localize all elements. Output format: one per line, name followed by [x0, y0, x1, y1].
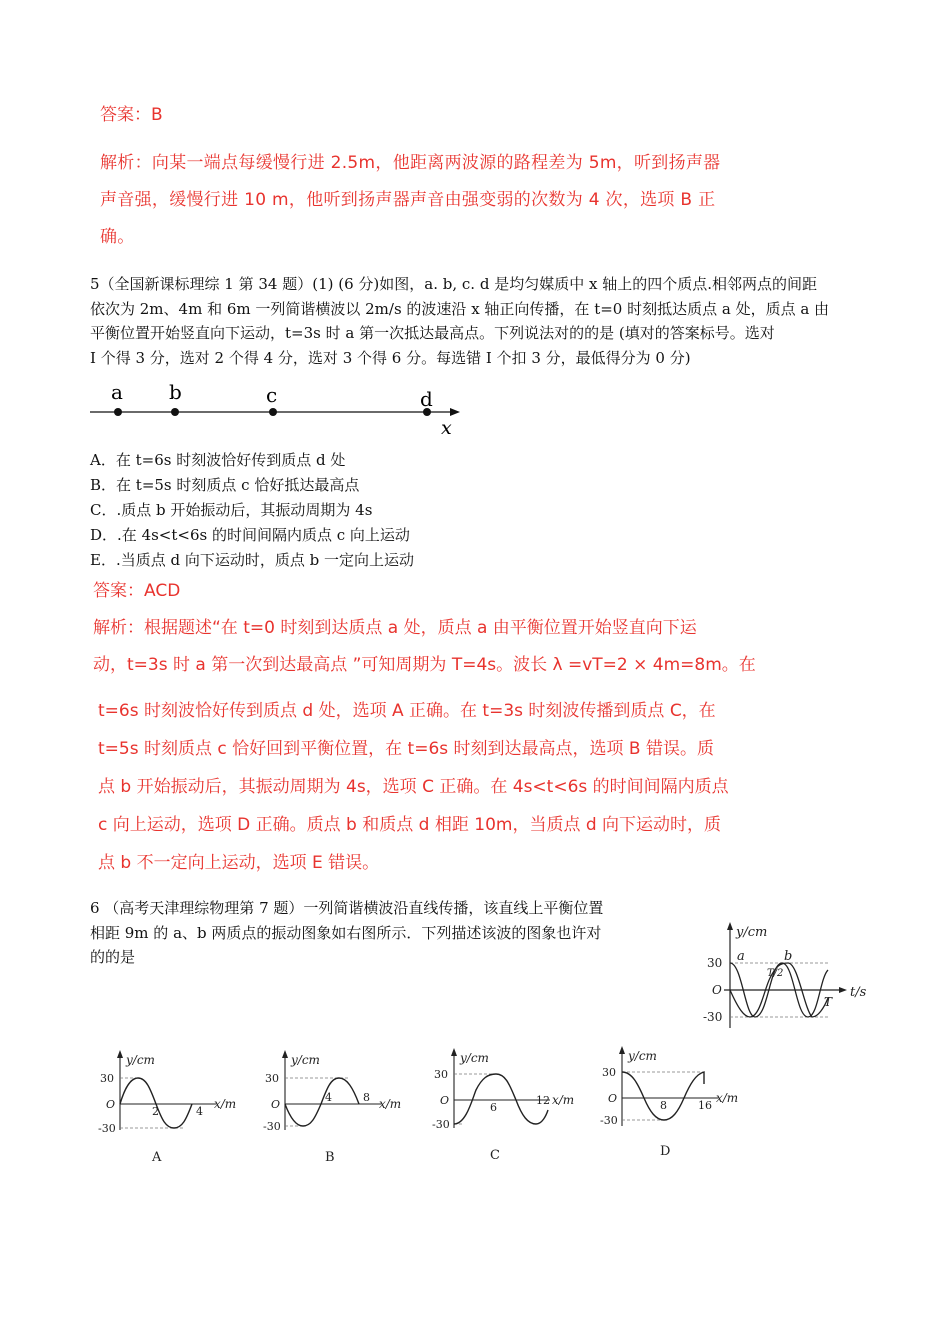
explanation-4 [100, 145, 780, 256]
xtick-2: 12 [536, 1094, 550, 1107]
label-a: a [111, 380, 123, 404]
graph-label: D [660, 1144, 671, 1159]
y-axis-arrow [619, 1046, 625, 1054]
point-b [171, 408, 179, 416]
wave-curve [120, 1078, 192, 1128]
explanation-line: c 向上运动，选项 D 正确。质点 b 和质点 d 相距 10m，当质点 d 向下运动时，质 [98, 815, 722, 835]
option-b: B．在 t=5s 时刻质点 c 恰好抵达最高点 [90, 476, 360, 494]
ytick-neg30: -30 [432, 1118, 450, 1131]
graph-label: B [325, 1150, 335, 1165]
explanation-line: 解析：根据题述“在 t=0 时刻到达质点 a 处，质点 a 由平衡位置开始竖直向下运 [93, 618, 697, 638]
x-axis-figure [85, 378, 475, 440]
ytick-o: O [106, 1098, 116, 1111]
answer-4: 答案：B [100, 105, 163, 125]
q5-options [90, 448, 414, 573]
wave-graph-b [263, 1048, 423, 1170]
wave-curve [285, 1078, 359, 1126]
ylabel: y/cm [291, 1053, 320, 1067]
vibration-graph [700, 918, 880, 1036]
wave-graph-c [432, 1046, 592, 1168]
ylabel: y/cm [628, 1049, 657, 1063]
ytick-o: O [271, 1098, 281, 1111]
explanation-line: 确。 [100, 227, 135, 247]
question-6 [90, 896, 690, 970]
y-axis-arrow [727, 922, 733, 930]
option-d: D．.在 4s<t<6s 的时间间隔内质点 c 向上运动 [90, 526, 410, 544]
wave-curve [622, 1072, 704, 1120]
vib-ytick-30: 30 [707, 956, 723, 970]
y-axis-arrow [117, 1050, 123, 1058]
label-b: b [169, 380, 182, 404]
explanation-line: 解析：向某一端点每缓慢行进 2.5m，他距离两波源的路程差为 5m，听到扬声器 [100, 153, 721, 173]
explanation-line: t=6s 时刻波恰好传到质点 d 处，选项 A 正确。在 t=3s 时刻波传播到质点 C，在 [98, 701, 716, 721]
label-c: c [266, 383, 278, 407]
ytick-o: O [608, 1092, 618, 1105]
xtick-1: 2 [152, 1105, 159, 1118]
graph-label: A [152, 1150, 162, 1165]
option-c: C．.质点 b 开始振动后，其振动周期为 4s [90, 501, 373, 519]
wave-graph-d [600, 1044, 760, 1166]
explanation-5b [98, 692, 778, 882]
label-d: d [420, 387, 433, 411]
xtick-2: 16 [698, 1099, 712, 1112]
explanation-line: 动，t=3s 时 a 第一次到达最高点 ”可知周期为 T=4s。波长 λ =vT=2 × 4m=8m。在 [93, 655, 756, 675]
xtick-1: 8 [660, 1099, 667, 1112]
vib-mark-period: T [824, 995, 833, 1009]
xtick-2: 4 [196, 1105, 203, 1118]
xtick-2: 8 [363, 1091, 370, 1104]
wave-graph-a [98, 1048, 258, 1170]
vib-label-b: b [784, 949, 793, 964]
point-c [269, 408, 277, 416]
wave-curve [454, 1074, 548, 1124]
graph-label: C [490, 1148, 500, 1163]
explanation-5a [93, 610, 773, 684]
question-line: 5（全国新课标理综 1 第 34 题）(1) (6 分)如图，a. b, c. d 是均匀媒质中 x 轴上的四个质点.相邻两点的间距 [90, 275, 817, 293]
y-axis-arrow [282, 1050, 288, 1058]
xlabel: x/m [214, 1097, 237, 1111]
xtick-1: 4 [325, 1091, 332, 1104]
explanation-line: t=5s 时刻质点 c 恰好回到平衡位置，在 t=6s 时刻到达最高点，选项 B 错误。质 [98, 739, 714, 759]
question-line: 平衡位置开始竖直向下运动，t=3s 时 a 第一次抵达最高点。下列说法对的的是 (填对的答案标号。选对 [90, 324, 775, 342]
vib-ytick-neg30: -30 [703, 1010, 723, 1024]
option-a: A．在 t=6s 时刻波恰好传到质点 d 处 [90, 451, 346, 469]
vib-ytick-o: O [712, 983, 722, 997]
vib-xlabel: t/s [850, 985, 867, 1000]
t-axis-arrow [839, 987, 847, 993]
ytick-30: 30 [434, 1068, 448, 1081]
xlabel: x/m [716, 1091, 739, 1105]
y-axis-arrow [451, 1048, 457, 1056]
ytick-o: O [440, 1094, 450, 1107]
vib-ylabel: y/cm [736, 925, 768, 940]
ytick-30: 30 [265, 1072, 279, 1085]
vib-mark-half-period: T/2 [767, 968, 784, 979]
answer-5: 答案：ACD [93, 581, 181, 601]
question-5 [90, 272, 870, 370]
ylabel: y/cm [460, 1051, 489, 1065]
ylabel: y/cm [126, 1053, 155, 1067]
ytick-30: 30 [602, 1066, 616, 1079]
question-line: 6 （高考天津理综物理第 7 题）一列简谐横波沿直线传播，该直线上平衡位置 [90, 899, 604, 917]
question-line: I 个得 3 分，选对 2 个得 4 分，选对 3 个得 6 分。每选错 I 个扣 3 分，最低得分为 0 分) [90, 348, 691, 367]
xtick-1: 6 [490, 1101, 497, 1114]
xlabel: x/m [379, 1097, 402, 1111]
xlabel: x/m [552, 1093, 575, 1107]
question-line: 依次为 2m、4m 和 6m 一列简谐横波以 2m/s 的波速沿 x 轴正向传播，在 t=0 时刻抵达质点 a 处，质点 a 由 [90, 299, 830, 318]
vib-label-a: a [737, 949, 745, 964]
axis-arrow [450, 408, 460, 416]
explanation-line: 点 b 开始振动后，其振动周期为 4s，选项 C 正确。在 4s<t<6s 的时间间隔内质点 [98, 777, 729, 797]
option-e: E．.当质点 d 向下运动时，质点 b 一定向上运动 [90, 551, 414, 569]
axis-label-x: x [441, 417, 452, 439]
ytick-neg30: -30 [263, 1120, 281, 1133]
question-line: 相距 9m 的 a、b 两质点的振动图象如右图所示．下列描述该波的图象也许对 [90, 923, 602, 942]
question-line: 的的是 [90, 948, 136, 966]
ytick-neg30: -30 [98, 1122, 116, 1135]
explanation-line: 声音强，缓慢行进 10 m，他听到扬声器声音由强变弱的次数为 4 次，选项 B 正 [100, 190, 716, 210]
ytick-30: 30 [100, 1072, 114, 1085]
point-a [114, 408, 122, 416]
explanation-line: 点 b 不一定向上运动，选项 E 错误。 [98, 853, 380, 873]
ytick-neg30: -30 [600, 1114, 618, 1127]
